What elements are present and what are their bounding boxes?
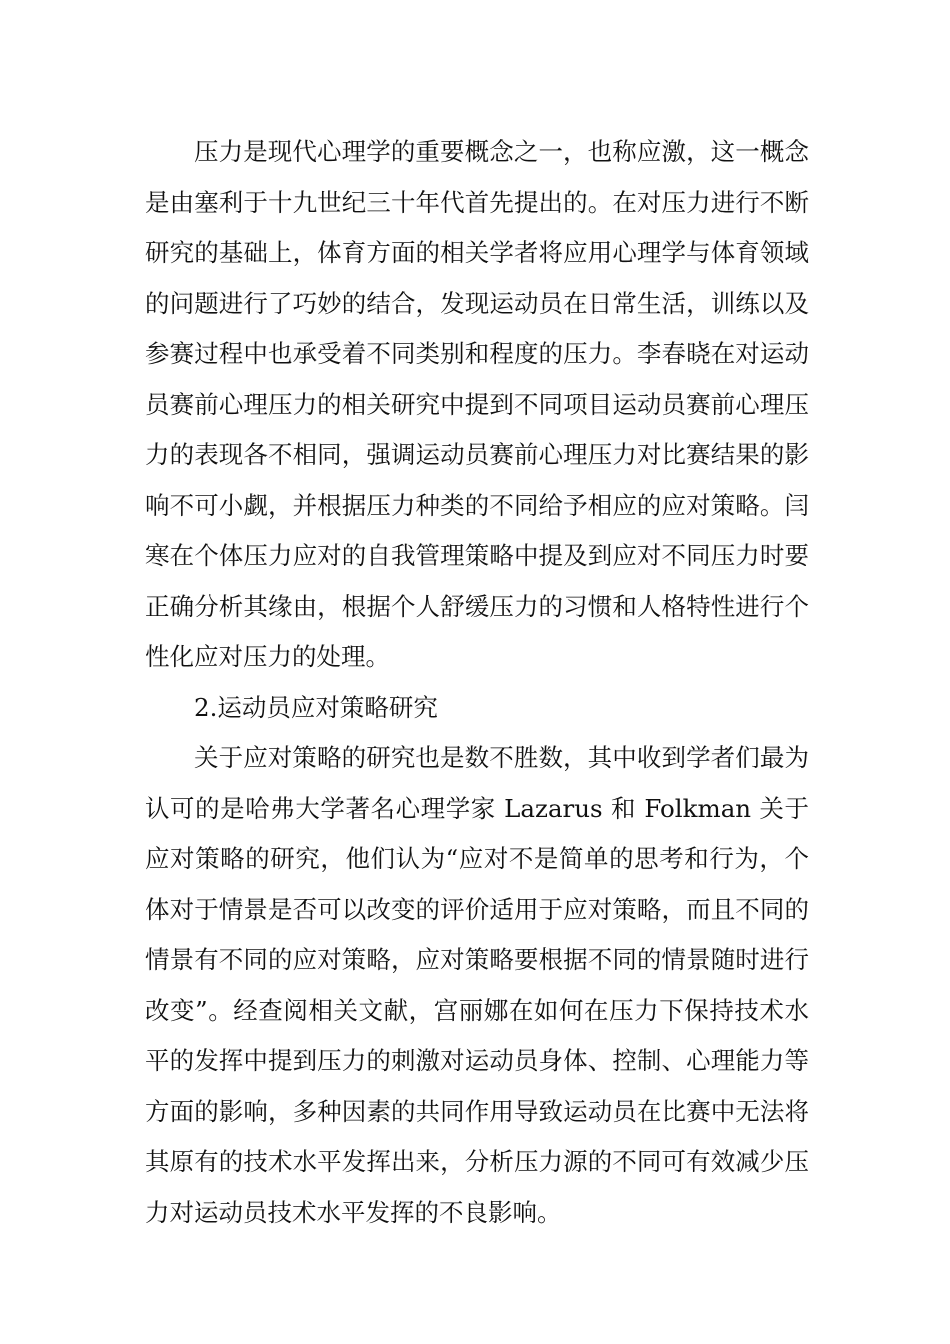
paragraph-stress-concept: 压力是现代心理学的重要概念之一，也称应激，这一概念是由塞利于十九世纪三十年代首先提出的。在对压力进行不断研究的基础上，体育方面的相关学者将应用心理学与体育领域的问题进行了巧妙的结合，发现运动员在日常生活，训练以及参赛过程中也承受着不同类别和程度的压力。李春晓在对运动员赛前心理压力的相关研究中提到不同项目运动员赛前心理压力的表现各不相同，强调运动员赛前心理压力对比赛结果的影响不可小觑，并根据压力种类的不同给予相应的应对策略。闫寒在个体压力应对的自我管理策略中提及到应对不同压力时要正确分析其缘由，根据个人舒缓压力的习惯和人格特性进行个性化应对压力的处理。 — [145, 137, 809, 671]
paragraph-coping-research: 关于应对策略的研究也是数不胜数，其中收到学者们最为认可的是哈弗大学著名心理学家 Lazarus 和 Folkman 关于应对策略的研究，他们认为“应对不是简单的思考和行为，个体对于情景是否可以改变的评价适用于应对策略，而且不同的情景有不同的应对策略，应对策略要根据不同的情景随时进行改变”。经查阅相关文献，宫丽娜在如何在压力下保持技术水平的发挥中提到压力的刺激对运动员身体、控制、心理能力等方面的影响，多种因素的共同作用导致运动员在比赛中无法将其原有的技术水平发挥出来，分析压力源的不同可有效减少压力对运动员技术水平发挥的不良影响。 — [145, 743, 809, 1227]
section-heading-coping-strategies: 2.运动员应对策略研究 — [194, 692, 438, 722]
document-body — [145, 127, 809, 1238]
